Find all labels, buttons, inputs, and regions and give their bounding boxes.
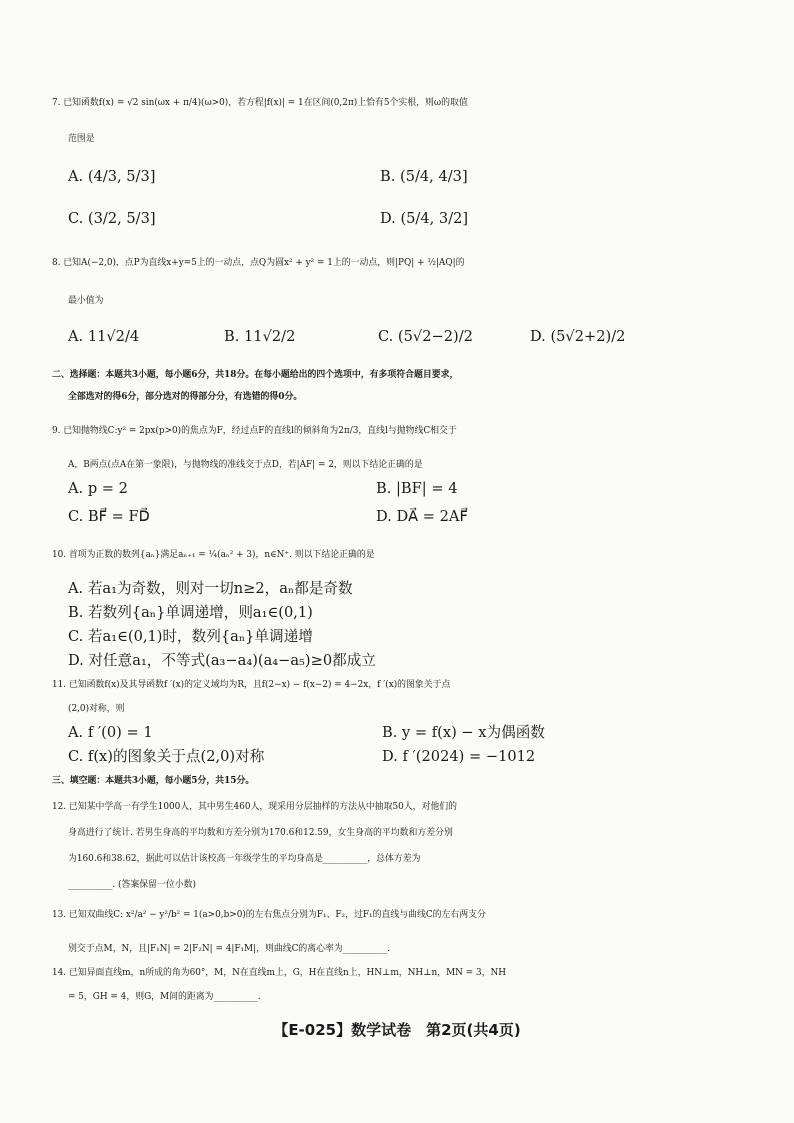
q9-option-d: D. DA⃗ = 2AF⃗ xyxy=(376,508,468,525)
q7-stem-line1: 7. 已知函数f(x) = √2 sin(ωx + π/4)(ω>0)，若方程|f(x)| = 1在区间(0,2π)上恰有5个实根，则ω的取值 xyxy=(52,98,468,108)
section2-heading: 二、选择题：本题共3小题，每小题6分，共18分。在每小题给出的四个选项中，有多项符合题目要求， xyxy=(52,370,459,380)
q9-option-a: A. p = 2 xyxy=(68,480,128,497)
q13-line2: 别交于点M，N，且|F₁N| = 2|F₂N| = 4|F₁M|，则曲线C的离心率为__________. xyxy=(68,944,390,954)
q11-option-d: D. f ′(2024) = −1012 xyxy=(382,748,536,765)
q12-line1: 12. 已知某中学高一有学生1000人，其中男生460人，现采用分层抽样的方法从中抽取50人，对他们的 xyxy=(52,802,458,812)
q8-option-b: B. 11√2/2 xyxy=(224,328,296,345)
q10-option-a: A. 若a₁为奇数，则对一切n≥2，aₙ都是奇数 xyxy=(68,580,353,597)
q8-stem-line2: 最小值为 xyxy=(68,296,104,306)
q8-option-d: D. (5√2+2)/2 xyxy=(530,328,626,345)
q13-line1: 13. 已知双曲线C: x²/a² − y²/b² = 1(a>0,b>0)的左右焦点分别为F₁、F₂，过F₁的直线与曲线C的左右两支分 xyxy=(52,910,486,920)
q8-option-a: A. 11√2/4 xyxy=(68,328,140,345)
q12-line4: __________. (答案保留一位小数) xyxy=(68,880,196,890)
q9-stem-line2: A，B两点(点A在第一象限)，与抛物线的准线交于点D，若|AF| = 2，则以下结论正确的是 xyxy=(68,460,423,470)
q8-option-c: C. (5√2−2)/2 xyxy=(378,328,473,345)
q9-option-c: C. BF⃗ = FD⃗ xyxy=(68,508,150,525)
q10-stem: 10. 首项为正数的数列{aₙ}满足aₙ₊₁ = ¼(aₙ² + 3)，n∈N⁺. 则以下结论正确的是 xyxy=(52,550,375,560)
q7-option-d: D. (5/4, 3/2] xyxy=(380,210,469,227)
page-footer: 【E-025】数学试卷 第2页(共4页) xyxy=(273,1021,521,1039)
q7-stem-line2: 范围是 xyxy=(68,134,95,144)
q11-option-c: C. f(x)的图象关于点(2,0)对称 xyxy=(68,748,265,765)
section2-instructions: 全部选对的得6分，部分选对的得部分分，有选错的得0分。 xyxy=(68,392,303,402)
q14-line1: 14. 已知异面直线m，n所成的角为60°，M，N在直线m上，G，H在直线n上，HN⊥m，NH⊥n，MN = 3，NH xyxy=(52,968,507,978)
q7-option-b: B. (5/4, 4/3] xyxy=(380,168,468,185)
q14-line2: = 5，GH = 4，则G，M间的距离为__________. xyxy=(68,992,261,1002)
q7-option-c: C. (3/2, 5/3] xyxy=(68,210,156,227)
q11-option-a: A. f ′(0) = 1 xyxy=(68,724,153,741)
q11-stem-line2: (2,0)对称，则 xyxy=(68,704,125,714)
q9-option-b: B. |BF| = 4 xyxy=(376,480,458,497)
q8-stem-line1: 8. 已知A(−2,0)，点P为直线x+y=5上的一动点，点Q为圆x² + y² = 1上的一动点，则|PQ| + ½|AQ|的 xyxy=(52,258,465,268)
q12-line3: 为160.6和38.62，据此可以估计该校高一年级学生的平均身高是__________，总体方差为 xyxy=(68,854,421,864)
q10-option-b: B. 若数列{aₙ}单调递增，则a₁∈(0,1) xyxy=(68,604,313,621)
section3-heading: 三、填空题：本题共3小题，每小题5分，共15分。 xyxy=(52,776,255,786)
q10-option-c: C. 若a₁∈(0,1)时，数列{aₙ}单调递增 xyxy=(68,628,313,645)
q11-stem-line1: 11. 已知函数f(x)及其导函数f ′(x)的定义域均为R，且f(2−x) − f(x−2) = 4−2x，f ′(x)的图象关于点 xyxy=(52,680,451,690)
q7-option-a: A. (4/3, 5/3] xyxy=(68,168,156,185)
q12-line2: 身高进行了统计. 若男生身高的平均数和方差分别为170.6和12.59，女生身高的平均数和方差分别 xyxy=(68,828,453,838)
q9-stem-line1: 9. 已知抛物线C:y² = 2px(p>0)的焦点为F，经过点F的直线l的倾斜角为2π/3，直线l与抛物线C相交于 xyxy=(52,426,457,436)
q11-option-b: B. y = f(x) − x为偶函数 xyxy=(382,724,545,741)
q10-option-d: D. 对任意a₁，不等式(a₃−a₄)(a₄−a₅)≥0都成立 xyxy=(68,652,376,669)
